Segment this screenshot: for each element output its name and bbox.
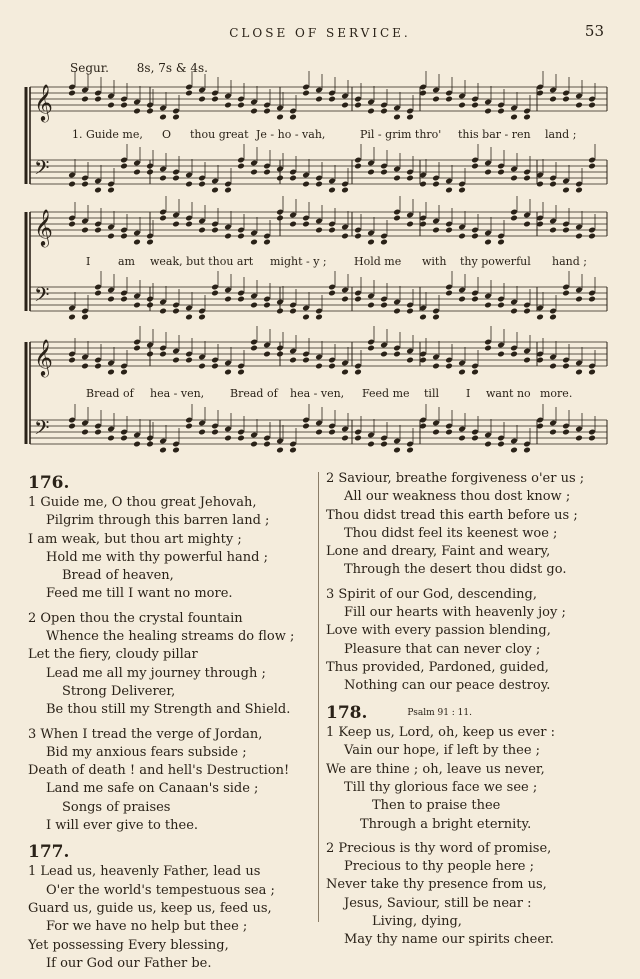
lyric-3-6: till [424,387,439,400]
verse-line: Jesus, Saviour, still be near : [344,895,532,911]
verse-line: Guard us, guide us, keep us, feed us, [28,900,272,916]
verse-line: Through a bright eternity. [360,816,532,832]
verse-line: I am weak, but thou art mighty ; [28,531,242,547]
column-divider [318,472,319,922]
lyric-3-1: Bread of [86,387,134,400]
verse-line: Love with every passion blending, [326,623,551,639]
verse-line: Feed me till I want no more. [46,586,233,602]
svg-text:𝄢: 𝄢 [34,416,50,444]
hymn-178-reference: Psalm 91 : 11. [407,708,472,719]
lyric-3-9: more. [540,387,573,400]
hymn-176-verse-2 [28,610,318,720]
right-column [326,470,626,956]
verse-line: 1 Keep us, Lord, oh, keep us ever : [326,725,555,741]
page-header [0,22,640,44]
verse-line: Fill our hearts with heavenly joy ; [344,605,566,621]
lyric-3-7: I [466,387,471,400]
verse-line: Precious to thy people here ; [344,859,534,875]
verse-line: For we have no help but thee ; [46,919,248,935]
hymn-176-number: 176. [28,473,70,493]
verse-line: Lead me all my journey through ; [46,665,266,681]
lyric-3-5: Feed me [362,387,410,400]
lyric-1-4: Je - ho - vah, [256,128,326,141]
verse-line: Never take thy presence from us, [326,877,547,893]
hymn-176-verse-3 [28,726,318,836]
hymn-177-number: 177. [28,842,70,863]
lyric-2-2: am [118,255,135,268]
lyric-2-6: with [422,255,447,268]
svg-text:𝄢: 𝄢 [34,283,50,311]
verse-line: 2 Precious is thy word of promise, [326,840,552,856]
lyric-1-3: thou great [190,128,249,141]
verse-line: We are thine ; oh, leave us never, [326,761,545,777]
verse-line: Pilgrim through this barren land ; [46,513,270,529]
hymn-178-verse-2 [326,840,626,950]
verse-line: Strong Deliverer, [62,683,176,699]
verse-line: 1 Guide me, O thou great Jehovah, [28,495,257,510]
lyric-1-6: this bar - ren [458,128,531,141]
verse-line: Let the fiery, cloudy pillar [28,647,198,663]
page-number: 53 [584,22,604,40]
verse-line: Thus provided, Pardoned, guided, [326,659,549,675]
verse-line: 3 Spirit of our God, descending, [326,586,537,602]
lyric-2-1: I [86,255,91,268]
verse-line: Bid my anxious fears subside ; [46,744,247,760]
svg-text:𝄞: 𝄞 [34,83,53,121]
verse-line: Then to praise thee [372,798,501,814]
verse-line: Through the desert thou didst go. [344,562,567,578]
svg-text:𝄞: 𝄞 [34,338,53,376]
verse-line: Be thou still my Strength and Shield. [46,702,291,718]
verse-line: Death of death ! and hell's Destruction! [28,763,290,779]
verse-line: Vain our hope, if left by thee ; [344,743,541,759]
verse-line: I will ever give to thee. [46,818,199,834]
verse-line: Lone and dreary, Faint and weary, [326,544,551,560]
verse-line: Living, dying, [372,914,462,930]
verse-line: Whence the healing streams do flow ; [46,629,295,645]
lyric-2-7: thy powerful [460,255,531,268]
verse-line: Hold me with thy powerful hand ; [46,549,269,565]
verse-line: Bread of heaven, [62,568,174,584]
music-score [0,52,640,462]
verse-line: Yet possessing Every blessing, [28,937,229,953]
lyric-2-8: hand ; [552,255,587,268]
lyric-3-8: want no [486,387,531,400]
hymn-178-verse-1 [326,724,626,834]
hymn-178-heading [326,702,626,725]
verse-line: Till thy glorious face we see ; [344,779,538,795]
verse-line: Pleasure that can never cloy ; [344,641,541,657]
verse-line: 2 Saviour, breathe forgiveness o'er us ; [326,471,585,486]
running-title: CLOSE OF SERVICE. [229,26,411,40]
lyric-2-5: Hold me [354,255,402,268]
lyric-1-5: Pil - grim thro' [360,128,442,141]
tune-meter: 8s, 7s & 4s. [136,61,208,75]
left-column [28,470,318,979]
verse-line: If our God our Father be. [46,955,212,971]
lyric-2-3: weak, but thou art [150,255,254,268]
verse-line: 3 When I tread the verge of Jordan, [28,726,263,742]
hymn-177-verse-2 [326,470,626,580]
verse-line: 2 Open thou the crystal fountain [28,610,243,626]
lyric-2-4: might - y ; [270,255,327,268]
verse-line: 1 Lead us, heavenly Father, lead us [28,864,261,880]
verse-line: Land me safe on Canaan's side ; [46,781,259,797]
verse-line: Nothing can our peace destroy. [344,678,551,694]
hymn-178-number: 178. [326,702,368,723]
lyric-1-7: land ; [545,128,577,141]
lyric-3-3: Bread of [230,387,278,400]
svg-text:𝄢: 𝄢 [34,156,50,184]
verse-line: Songs of praises [62,799,171,815]
lyric-1-1: 1. Guide me, [72,128,143,141]
tune-label [70,61,226,75]
verse-line: Thou didst feel its keenest woe ; [344,525,558,541]
hymn-176-verse-1 [28,494,318,604]
verse-line: Thou didst tread this earth before us ; [326,507,578,523]
tune-name: Segur. [70,61,109,75]
hymn-177-verse-3 [326,586,626,696]
hymn-177-verse-1 [28,863,318,973]
lyric-1-2: O [162,128,172,141]
lyric-3-4: hea - ven, [290,387,345,400]
lyric-3-2: hea - ven, [150,387,205,400]
svg-text:𝄞: 𝄞 [34,208,53,246]
verse-line: O'er the world's tempestuous sea ; [46,882,275,898]
verse-line: All our weakness thou dost know ; [344,489,571,505]
verse-line: May thy name our spirits cheer. [344,932,554,948]
